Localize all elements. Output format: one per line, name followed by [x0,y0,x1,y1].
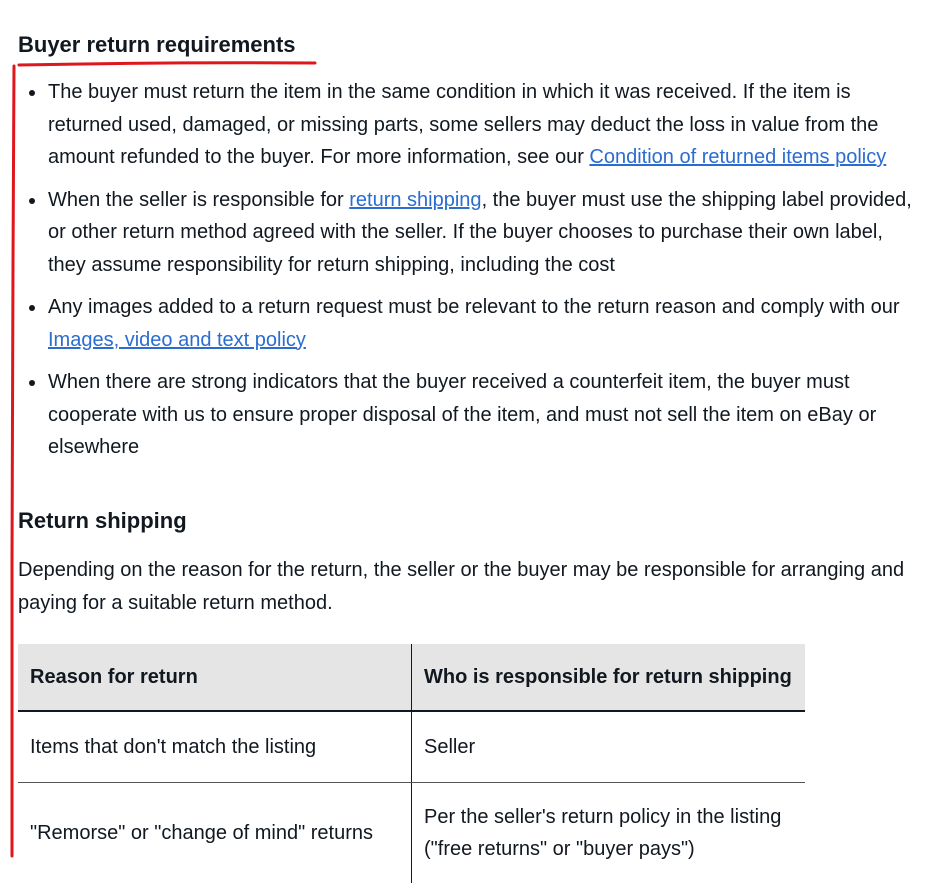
images-policy-link[interactable]: Images, video and text policy [48,329,306,351]
requirement-text: When there are strong indicators that the buyer received a counterfeit item, the buyer must cooperate with us to ensure proper disposal of the item, and must not sell the item on eBay or elsewhere [48,371,876,458]
bullet-icon [29,305,35,311]
requirement-text: When the seller is responsible for [48,189,349,211]
list-item [48,291,916,356]
red-margin-line-annotation [4,64,18,864]
cell-responsible: Seller [412,711,806,783]
bullet-icon [29,198,35,204]
return-shipping-intro: Depending on the reason for the return, the seller or the buyer may be responsible for arranging and paying for a suitable return method. [18,554,908,619]
bullet-icon [29,90,35,96]
condition-policy-link[interactable]: Condition of returned items policy [589,146,886,168]
cell-reason: "Remorse" or "change of mind" returns [18,783,412,883]
bullet-icon [29,380,35,386]
table-row [18,711,805,783]
responsibility-table [18,644,805,883]
list-item [48,184,916,282]
cell-reason: Items that don't match the listing [18,711,412,783]
list-item [48,76,916,174]
requirements-list [18,76,916,474]
return-shipping-title: Return shipping [18,506,187,536]
header-reason: Reason for return [18,644,412,711]
requirement-text: The buyer must return the item in the same condition in which it was received. If the item is returned used, damaged, or missing parts, some sellers may deduct the loss in value from the amount refunded to the buyer. For more information, see our [48,81,878,168]
requirement-text: Any images added to a return request must be relevant to the return reason and comply with our [48,296,900,318]
table-row [18,783,805,883]
list-item [48,366,916,464]
red-underline-annotation [17,59,317,69]
cell-responsible: Per the seller's return policy in the listing ("free returns" or "buyer pays") [412,783,806,883]
requirement-text-after: , the buyer must use the shipping label provided, or other return method agreed with the seller. If the buyer chooses to purchase their own label, they assume responsibility for return shipping, including the cost [48,189,912,276]
return-shipping-link[interactable]: return shipping [349,189,481,211]
header-responsible: Who is responsible for return shipping [412,644,806,711]
table-header-row [18,644,805,711]
section-title: Buyer return requirements [18,30,296,60]
